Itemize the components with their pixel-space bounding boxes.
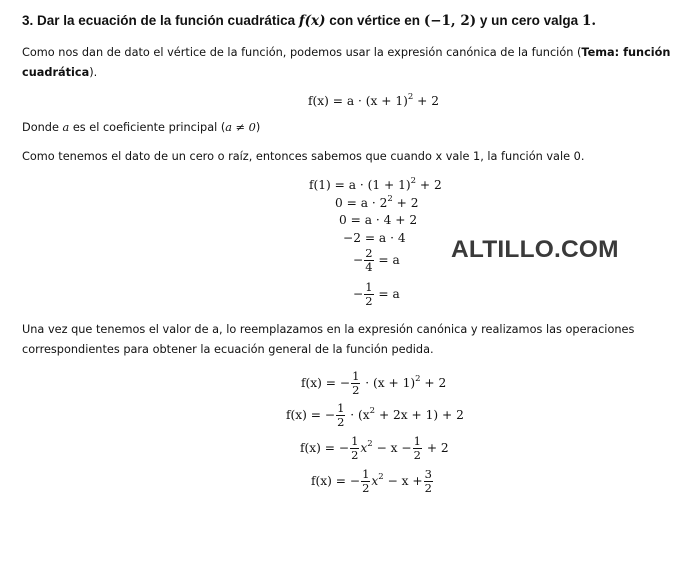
intro-line-1: Como nos dan de dato el vértice de la función, podemos usar la expresión canónica de la función (Tema: función bbox=[22, 46, 671, 59]
title-suffix: y un cero valga bbox=[479, 13, 579, 28]
final-frac-3b: $\frac{1}{2}$ bbox=[413, 434, 421, 462]
title-prefix: 3. Dar la ecuación de la función cuadrática bbox=[22, 13, 296, 28]
final-eq-2: f(x) = − $\frac{1}{2}$ · $(x^2 + 2x + 1) + 2$ bbox=[286, 401, 464, 429]
altillo-watermark: ALTILLO.COM bbox=[451, 236, 619, 263]
step-6: − $\frac{1}{2}$ = a bbox=[353, 280, 400, 308]
intro-line-2: cuadrática). bbox=[22, 66, 98, 79]
title-middle: con vértice en bbox=[329, 13, 421, 28]
title-vertex: (−1, 2) bbox=[423, 13, 477, 29]
final-frac-4a: $\frac{1}{2}$ bbox=[362, 467, 370, 495]
title-fx: f(x) bbox=[298, 13, 326, 29]
final-eq-1: f(x) = − $\frac{1}{2}$ · $(x + 1)^2 + 2$ bbox=[301, 369, 447, 397]
zero-text: Como tenemos el dato de un cero o raíz, entonces sabemos que cuando x vale 1, la función vale 0. bbox=[22, 150, 585, 163]
canonical-formula: $f(x) = a \cdot (x + 1)^2 + 2$ bbox=[308, 92, 439, 108]
coefficient-note: Donde a es el coeficiente principal (a ≠ 0) bbox=[22, 121, 261, 134]
final-frac-1: $\frac{1}{2}$ bbox=[352, 369, 360, 397]
replace-line-1: Una vez que tenemos el valor de a, lo reemplazamos en la expresión canónica y realizamos las operaciones bbox=[22, 323, 635, 336]
tema-label: Tema: función bbox=[581, 46, 671, 59]
final-frac-3a: $\frac{1}{2}$ bbox=[351, 434, 359, 462]
title-one: 1. bbox=[581, 13, 597, 29]
fraction-2-4: $\frac{2}{4}$ bbox=[365, 246, 373, 274]
final-eq-3: f(x) = − $\frac{1}{2}$ $x^2 - x$ − $\frac{1}{2}$ + 2 bbox=[300, 434, 449, 462]
step-4: −2 = a · 4 bbox=[343, 231, 406, 245]
final-eq-4: f(x) = − $\frac{1}{2}$ $x^2 - x$ + $\frac{3}{2}$ bbox=[311, 467, 432, 495]
step-3: 0 = a · 4 + 2 bbox=[339, 213, 418, 227]
step-1: $f(1) = a \cdot (1 + 1)^2 + 2$ bbox=[309, 176, 442, 192]
final-frac-2: $\frac{1}{2}$ bbox=[337, 401, 345, 429]
problem-title bbox=[22, 13, 596, 29]
step-2: $0 = a \cdot 2^2 + 2$ bbox=[335, 194, 419, 210]
replace-line-2: correspondientes para obtener la ecuación general de la función pedida. bbox=[22, 343, 434, 356]
fraction-1-2: $\frac{1}{2}$ bbox=[365, 280, 373, 308]
final-frac-4b: $\frac{3}{2}$ bbox=[424, 467, 432, 495]
step-5: − $\frac{2}{4}$ = a bbox=[353, 246, 400, 274]
